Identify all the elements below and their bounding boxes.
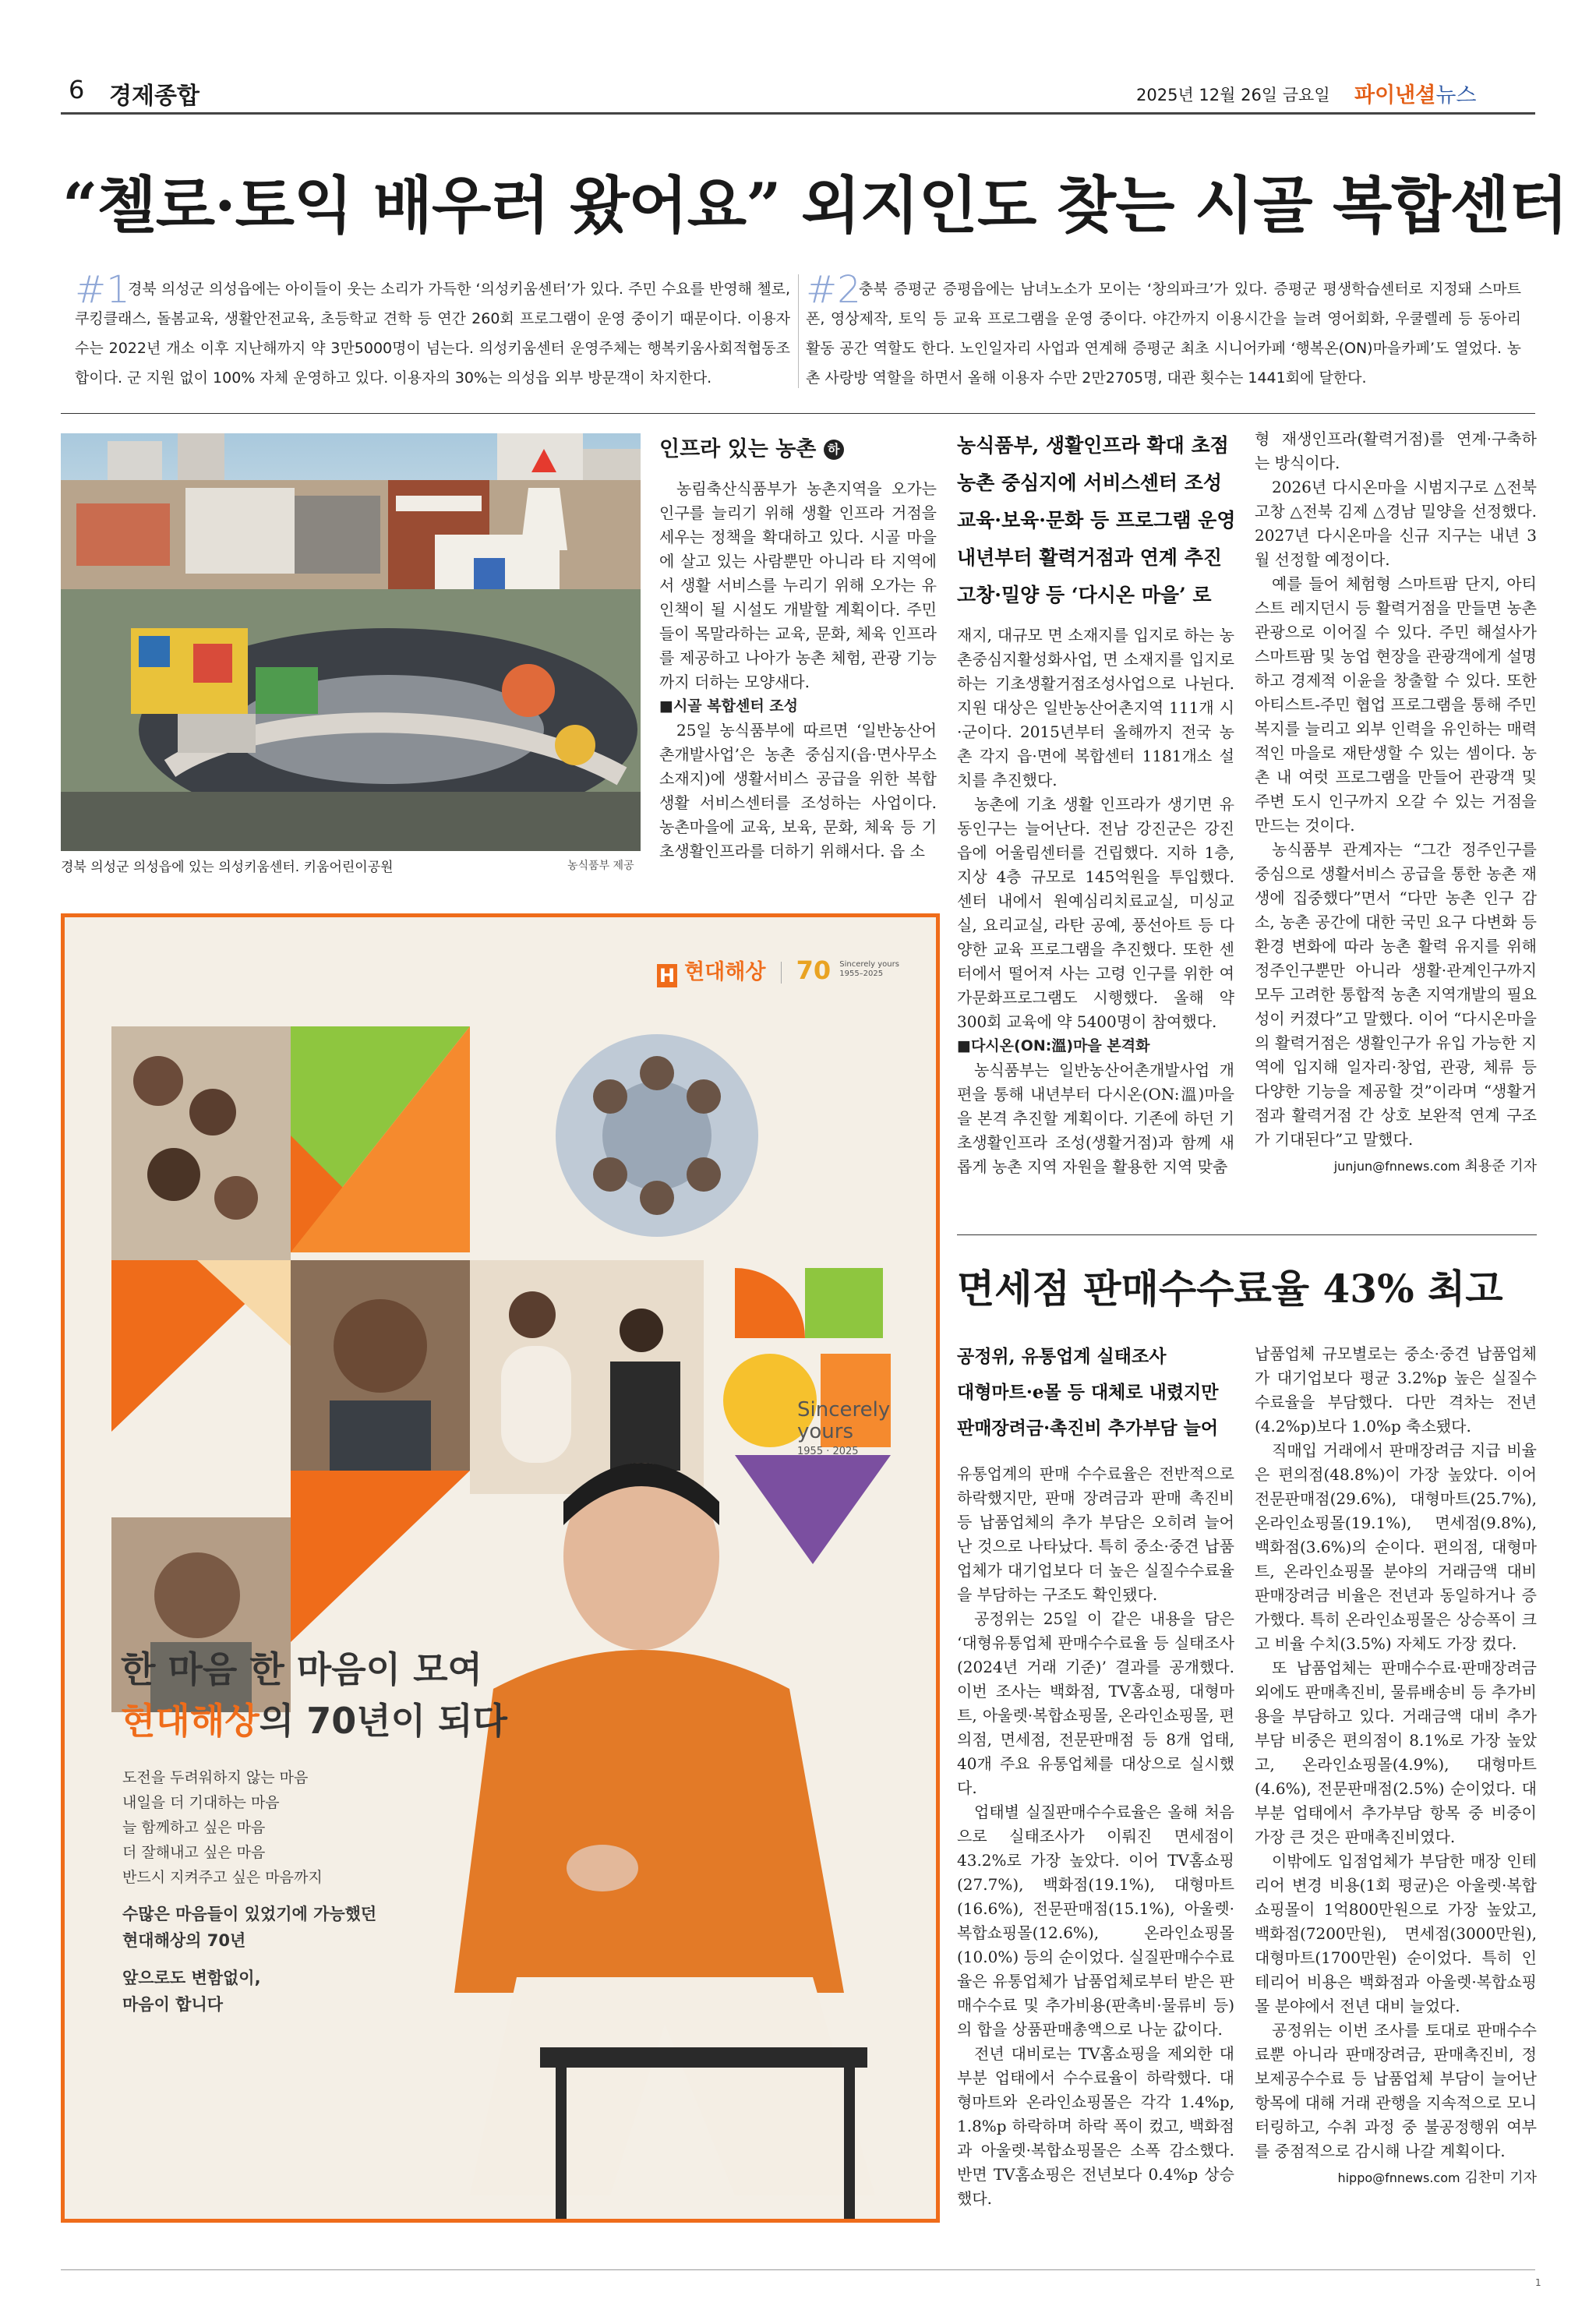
lead-2-text: 충북 증평군 증평읍에는 남녀노소가 모이는 ‘창의파크’가 있다. 증평군 평생학습센터로 지정돼 스마트폰, 영상제작, 토익 등 교육 프로그램을 운영 중이다. 야간까지 이용시간을 늘려 영어회화, 우쿨렐레 등 동아리 활동 공간 역할도 한다. 노인일자리 사업과 연계해 증평군 최초 시니어카페 ‘행복온(ON)마을카페’도 열었다. 농촌 사랑방 역할을 하면서 올해 이용자 수만 2만2705명, 대관 횟수는 1441회에 달한다. [806,281,1521,387]
byline-email: hippo@fnnews.com [1337,2170,1460,2185]
news-photo [61,433,641,851]
lead-1-text: 경북 의성군 의성읍에는 아이들이 웃는 소리가 가득한 ‘의성키움센터’가 있다. 주민 수요를 반영해 첼로, 쿠킹클래스, 돌봄교육, 생활안전교육, 초등학교 견학 등 연간 260회 프로그램이 운영 중이기 때문이다. 이용자 수는 2022년 개소 이후 지난해까지 약 3만5000명이 넘는다. 의성키움센터 운영주체는 행복키움사회적협동조합이다. 군 지원 없이 100% 자체 운영하고 있다. 이용자의 30%는 의성읍 외부 방문객이 차지한다. [75,281,790,387]
lead-2-number: #2 [806,268,861,312]
footer-rule [61,2269,1535,2270]
closing-line1: 수많은 마음들이 있었기에 가능했던 [122,1905,377,1923]
byline-name: 김찬미 기자 [1464,2170,1537,2186]
lead-1-number: #1 [75,268,130,312]
photo-illustration [61,433,641,851]
article2-byline [1255,2167,1537,2187]
deck-line: 고창·밀양 등 ‘다시온 마을’ 로 [957,584,1212,606]
paragraph: 또 납품업체는 판매수수료·판매장려금 외에도 판매촉진비, 물류배송비 등 추가비용을 부담하고 있다. 거래금액 대비 추가부담 비중은 편의점이 8.1%로 가장 높았고, 온라인쇼핑몰(4.9%), 대형마트(4.6%), 전문판매점(2.5%) 순이었다. 대부분 업태에서 추가부담 항목 중 비중이 가장 큰 것은 판매촉진비였다. [1255,1658,1537,1846]
ad-brand-name: 현대해상 [684,960,766,984]
anniv-years: 1955–2025 [839,970,884,978]
paragraph: 농식품부 관계자는 “그간 정주인구를 중심으로 생활서비스 공급을 통한 농촌 재생에 집중했다”면서 “다만 농촌 인구 감소, 농촌 공간에 대한 국민 요구 다변화 등 환경 변화에 따라 농촌 활력 유지를 위해 정주인구뿐만 아니라 생활·관계인구까지 모두 고려한 통합적 농촌 지역개발의 필요성이 커졌다”고 말했다. 이어 “다시온마을의 활력거점은 생활인구가 유입 가능한 지역에 입지해 일자리·창업, 관광, 체류 등 다양한 기능을 제공할 것”이라며 “생활거점과 활력거점 간 상호 보완적 연계 구조가 기대된다”고 말했다. [1255,840,1537,1149]
issue-date: 2025년 12월 26일 금요일 [1136,86,1330,104]
byline-email: junjun@fnnews.com [1333,1159,1460,1174]
article1-kicker [659,432,844,462]
page-number: 6 [69,75,85,104]
paragraph: 공정위는 이번 조사를 토대로 판매수수료뿐 아니라 판매장려금, 판매촉진비, 정보제공수수료 등 납품업체 부담이 늘어난 항목에 대해 거래 관행을 지속적으로 모니터링하고, 수취 과정 중 불공정행위 여부를 중점적으로 감시해 나갈 계획이다. [1255,2021,1537,2160]
ad-list-item: 내일을 더 기대하는 마음 [122,1794,280,1811]
article1-byline [1255,1155,1537,1175]
closing-line2: 현대해상의 70년 [122,1931,246,1950]
header-rule [61,112,1535,115]
ad-headline-brand: 현대해상 [121,1700,260,1742]
lead-divider [798,274,799,388]
article1-col2 [957,623,1234,1179]
lead-rule [61,413,1535,414]
section-name: 경제종합 [109,83,200,110]
paragraph: 농림축산식품부가 농촌지역을 오가는 인구를 늘리기 위해 생활 인프라 거점을 세우는 정책을 확대하고 있다. 시골 마을에 살고 있는 사람뿐만 아니라 타 지역에서 생활 서비스를 누리기 위해 오가는 유인책이 될 시설도 개발할 계획이다. 주민들이 목말라하는 교육, 문화, 체육 인프라를 제공하고 나아가 농촌 체험, 관광 기능까지 더하는 모양새다. [659,479,937,691]
ad-headline-line2 [121,1695,507,1747]
ad-list-item: 늘 함께하고 싶은 마음 [122,1819,266,1836]
subhead: ■시골 복합센터 조성 [659,698,799,715]
article1-col3 [1255,427,1537,1175]
photo-caption: 경북 의성군 의성읍에 있는 의성키움센터. 키움어린이공원 [61,860,394,875]
photo-credit: 농식품부 제공 [567,860,634,872]
paragraph: 25일 농식품부에 따르면 ‘일반농산어촌개발사업’은 농촌 중심지(읍·면사무소 소재지)에 생활서비스 공급을 위한 복합 생활 서비스센터를 조성하는 사업이다. 농촌마을에 교육, 보육, 문화, 체육 등 기초생활인프라를 더하기 위해서다. 읍 소 [659,721,937,860]
lead-2 [806,268,1521,393]
brand-logo [1354,78,1477,108]
article2-headline: 면세점 판매수수료율 43% 최고 [957,1266,1503,1312]
deck-line: 공정위, 유통업계 실태조사 [957,1346,1167,1367]
ad-list-item: 반드시 지켜주고 싶은 마음까지 [122,1869,323,1886]
deck-line: 농촌 중심지에 서비스센터 조성 [957,472,1223,494]
ad-list-item: 도전을 두려워하지 않는 마음 [122,1769,309,1786]
deck-line: 농식품부, 생활인프라 확대 초점 [957,434,1229,457]
paragraph: 납품업체 규모별로는 중소·중견 납품업체가 대기업보다 평균 3.2%p 높은 실질수수료율을 부담했다. 다만 격차는 전년(4.2%p)보다 1.0%p 축소됐다. [1255,1344,1537,1436]
paragraph: 이밖에도 입점업체가 부담한 매장 인테리어 변경 비용(1회 평균)은 아울렛·복합쇼핑몰이 1억800만원으로 가장 높았고, 백화점(7200만원), 면세점(3000만원), 대형마트(1700만원) 순이었다. 특히 인테리어 비용은 백화점과 아울렛·복합쇼핑몰 분야에서 전년 대비 늘었다. [1255,1852,1537,2015]
tagline-years: 1955 · 2025 [797,1446,859,1457]
advertisement [61,913,940,2223]
paragraph: 직매입 거래에서 판매장려금 지급 비율은 편의점(48.8%)이 가장 높았다. 이어 전문판매점(29.6%), 대형마트(25.7%), 온라인쇼핑몰(19.1%), 면세점(9.8%), 백화점(3.6%)의 순이다. 편의점, 대형마트, 온라인쇼핑몰 분야의 거래금액 대비 판매장려금 비율은 전년과 동일하거나 증가했다. 특히 온라인쇼핑몰은 상승폭이 크고 비율 수치(3.5%) 자체도 가장 컸다. [1255,1441,1537,1653]
anniversary-sub [839,960,899,979]
paragraph: 예를 들어 체험형 스마트팜 단지, 아티스트 레지던시 등 활력거점을 만들면 농촌관광으로 이어질 수 있다. 주민 해설사가 스마트팜 및 농업 현장을 관광객에게 설명하고 경제적 이윤을 창출할 수 있다. 또한 아티스트-주민 협업 프로그램을 통해 주민 복지를 늘리고 외부 인력을 유인하는 매력적인 마을로 재탄생할 수 있는 셈이다. 농촌 내 여럿 프로그램을 만들어 관광객 및 주변 도시 인구까지 오갈 수 있는 거점을 만드는 것이다. [1255,574,1537,835]
family-photo [111,1026,291,1260]
deck-line: 내년부터 활력거점과 연계 추진 [957,546,1223,569]
article2-deck [957,1339,1253,1446]
kicker-text: 인프라 있는 농촌 [659,437,817,461]
tagline-line2: yours [797,1420,854,1443]
lead-1 [75,268,790,393]
article1-col1 [659,477,937,864]
subhead: ■다시온(ON:溫)마을 본격화 [957,1037,1150,1054]
article2-col2 [1255,1342,1537,2187]
deck-line: 대형마트·e몰 등 대체로 내렸지만 [957,1382,1219,1403]
tagline-line1: Sincerely [797,1398,891,1422]
paragraph: 재지, 대규모 면 소재지를 입지로 하는 농촌중심지활성화사업, 면 소재지를 입지로 하는 기초생활거점조성사업으로 나뉜다. 지원 대상은 일반농산어촌지역 111개 시·군이다. 2015년부터 올해까지 전국 농촌 각지 읍·면에 복합센터 1181개소 설치를 추진했다. [957,626,1234,789]
kicker-badge: 하 [824,440,844,460]
deck-line: 교육·보육·문화 등 프로그램 운영 [957,509,1236,532]
article1-deck [957,427,1238,614]
paragraph: 형 재생인프라(활력거점)를 연계·구축하는 방식이다. [1255,429,1537,472]
ad-headline-line1: 한 마음 한 마음이 모여 [121,1648,482,1690]
brand-logo-main: 파이낸셜 [1354,83,1436,108]
paragraph: 농촌에 기초 생활 인프라가 생기면 유동인구는 늘어난다. 전남 강진군은 강진읍에 어울림센터를 건립했다. 지하 1층, 지상 4층 규모로 145억원을 투입했다. 센터 내에서 원예심리치료교실, 미싱교실, 요리교실, 라탄 공예, 풍선아트 등 다양한 교육 프로그램을 추진했다. 또한 센터에서 떨어져 사는 고령 인구를 위한 여가문화프로그램도 시행했다. 올해 약 300회 교육에 약 5400명이 참여했다. [957,795,1234,1031]
ad-model-figure [408,1432,922,2223]
anniversary-mark: 70 [796,955,832,985]
ad-headline [121,1644,507,1747]
paragraph: 공정위는 25일 이 같은 내용을 담은 ‘대형유통업체 판매수수료율 등 실태조사(2024년 거래 기준)’ 결과를 공개했다. 이번 조사는 백화점, TV홈쇼핑, 대형마트, 아울렛·복합쇼핑몰, 온라인쇼핑몰, 편의점, 면세점, 전문판매점 등 8개 업태, 40개 주요 유통업체를 대상으로 실시했다. [957,1609,1234,1797]
paragraph: 유통업계의 판매 수수료율은 전반적으로 하락했지만, 판매 장려금과 판매 촉진비 등 납품업체의 추가 부담은 오히려 늘어난 것으로 나타났다. 특히 중소·중견 납품업체가 대기업보다 더 높은 실질수수료율을 부담하는 구조도 확인됐다. [957,1464,1234,1604]
closing-line4: 마음이 합니다 [122,1995,224,2014]
ad-brand-row [657,955,899,987]
brand-divider [781,962,782,984]
footer-page-mark: 1 [1535,2277,1541,2288]
paragraph: 농식품부는 일반농산어촌개발사업 개편을 통해 내년부터 다시온(ON:溫)마을을 본격 추진할 계획이다. 기존에 하던 기초생활인프라 조성(생활거점)과 함께 새롭게 농촌 지역 자원을 활용한 지역 맞춤 [957,1061,1234,1176]
paragraph: 2026년 다시온마을 시범지구로 △전북 고창 △전북 김제 △경남 밀양을 선정했다. 2027년 다시온마을 신규 지구는 내년 3월 선정할 예정이다. [1255,478,1537,569]
ad-list [122,1765,323,1890]
hyundai-h-icon: H [657,964,677,987]
paragraph: 전년 대비로는 TV홈쇼핑을 제외한 대부분 업태에서 수수료율이 하락했다. 대형마트와 온라인쇼핑몰은 각각 1.4%p, 1.8%p 하락하며 하락 폭이 컸고, 백화점과 아울렛·복합쇼핑몰은 소폭 감소했다. 반면 TV홈쇼핑은 전년보다 0.4%p 상승했다. [957,2044,1234,2208]
brand-logo-sub: 뉴스 [1435,83,1477,108]
ad-list-item: 더 잘해내고 싶은 마음 [122,1844,266,1861]
article-divider [957,1234,1537,1235]
ad-headline-rest: 의 70년이 되다 [259,1700,507,1742]
main-headline: “첼로·토익 배우러 왔어요” 외지인도 찾는 시골 복합센터 [62,169,1568,242]
closing-line3: 앞으로도 변함없이, [122,1969,261,1987]
byline-name: 최용준 기자 [1464,1158,1537,1174]
paragraph: 업태별 실질판매수수료율은 올해 처음으로 실태조사가 이뤄진 면세점이 43.2%로 가장 높았다. 이어 TV홈쇼핑(27.7%), 백화점(19.1%), 대형마트(16.6%), 전문판매점(15.1%), 아울렛·복합쇼핑몰(12.6%), 온라인쇼핑몰(10.0%) 등의 순이었다. 실질판매수수료율은 유통업체가 납품업체로부터 받은 판매수수료 및 추가비용(판촉비·물류비 등)의 합을 상품판매총액으로 나눈 값이다. [957,1803,1234,2039]
ad-closing [122,1901,376,2018]
article2-col1 [957,1462,1234,2211]
page-header [61,75,1535,109]
deck-line: 판매장려금·촉진비 추가부담 늘어 [957,1418,1219,1439]
anniv-sub-text: Sincerely yours [839,960,899,969]
